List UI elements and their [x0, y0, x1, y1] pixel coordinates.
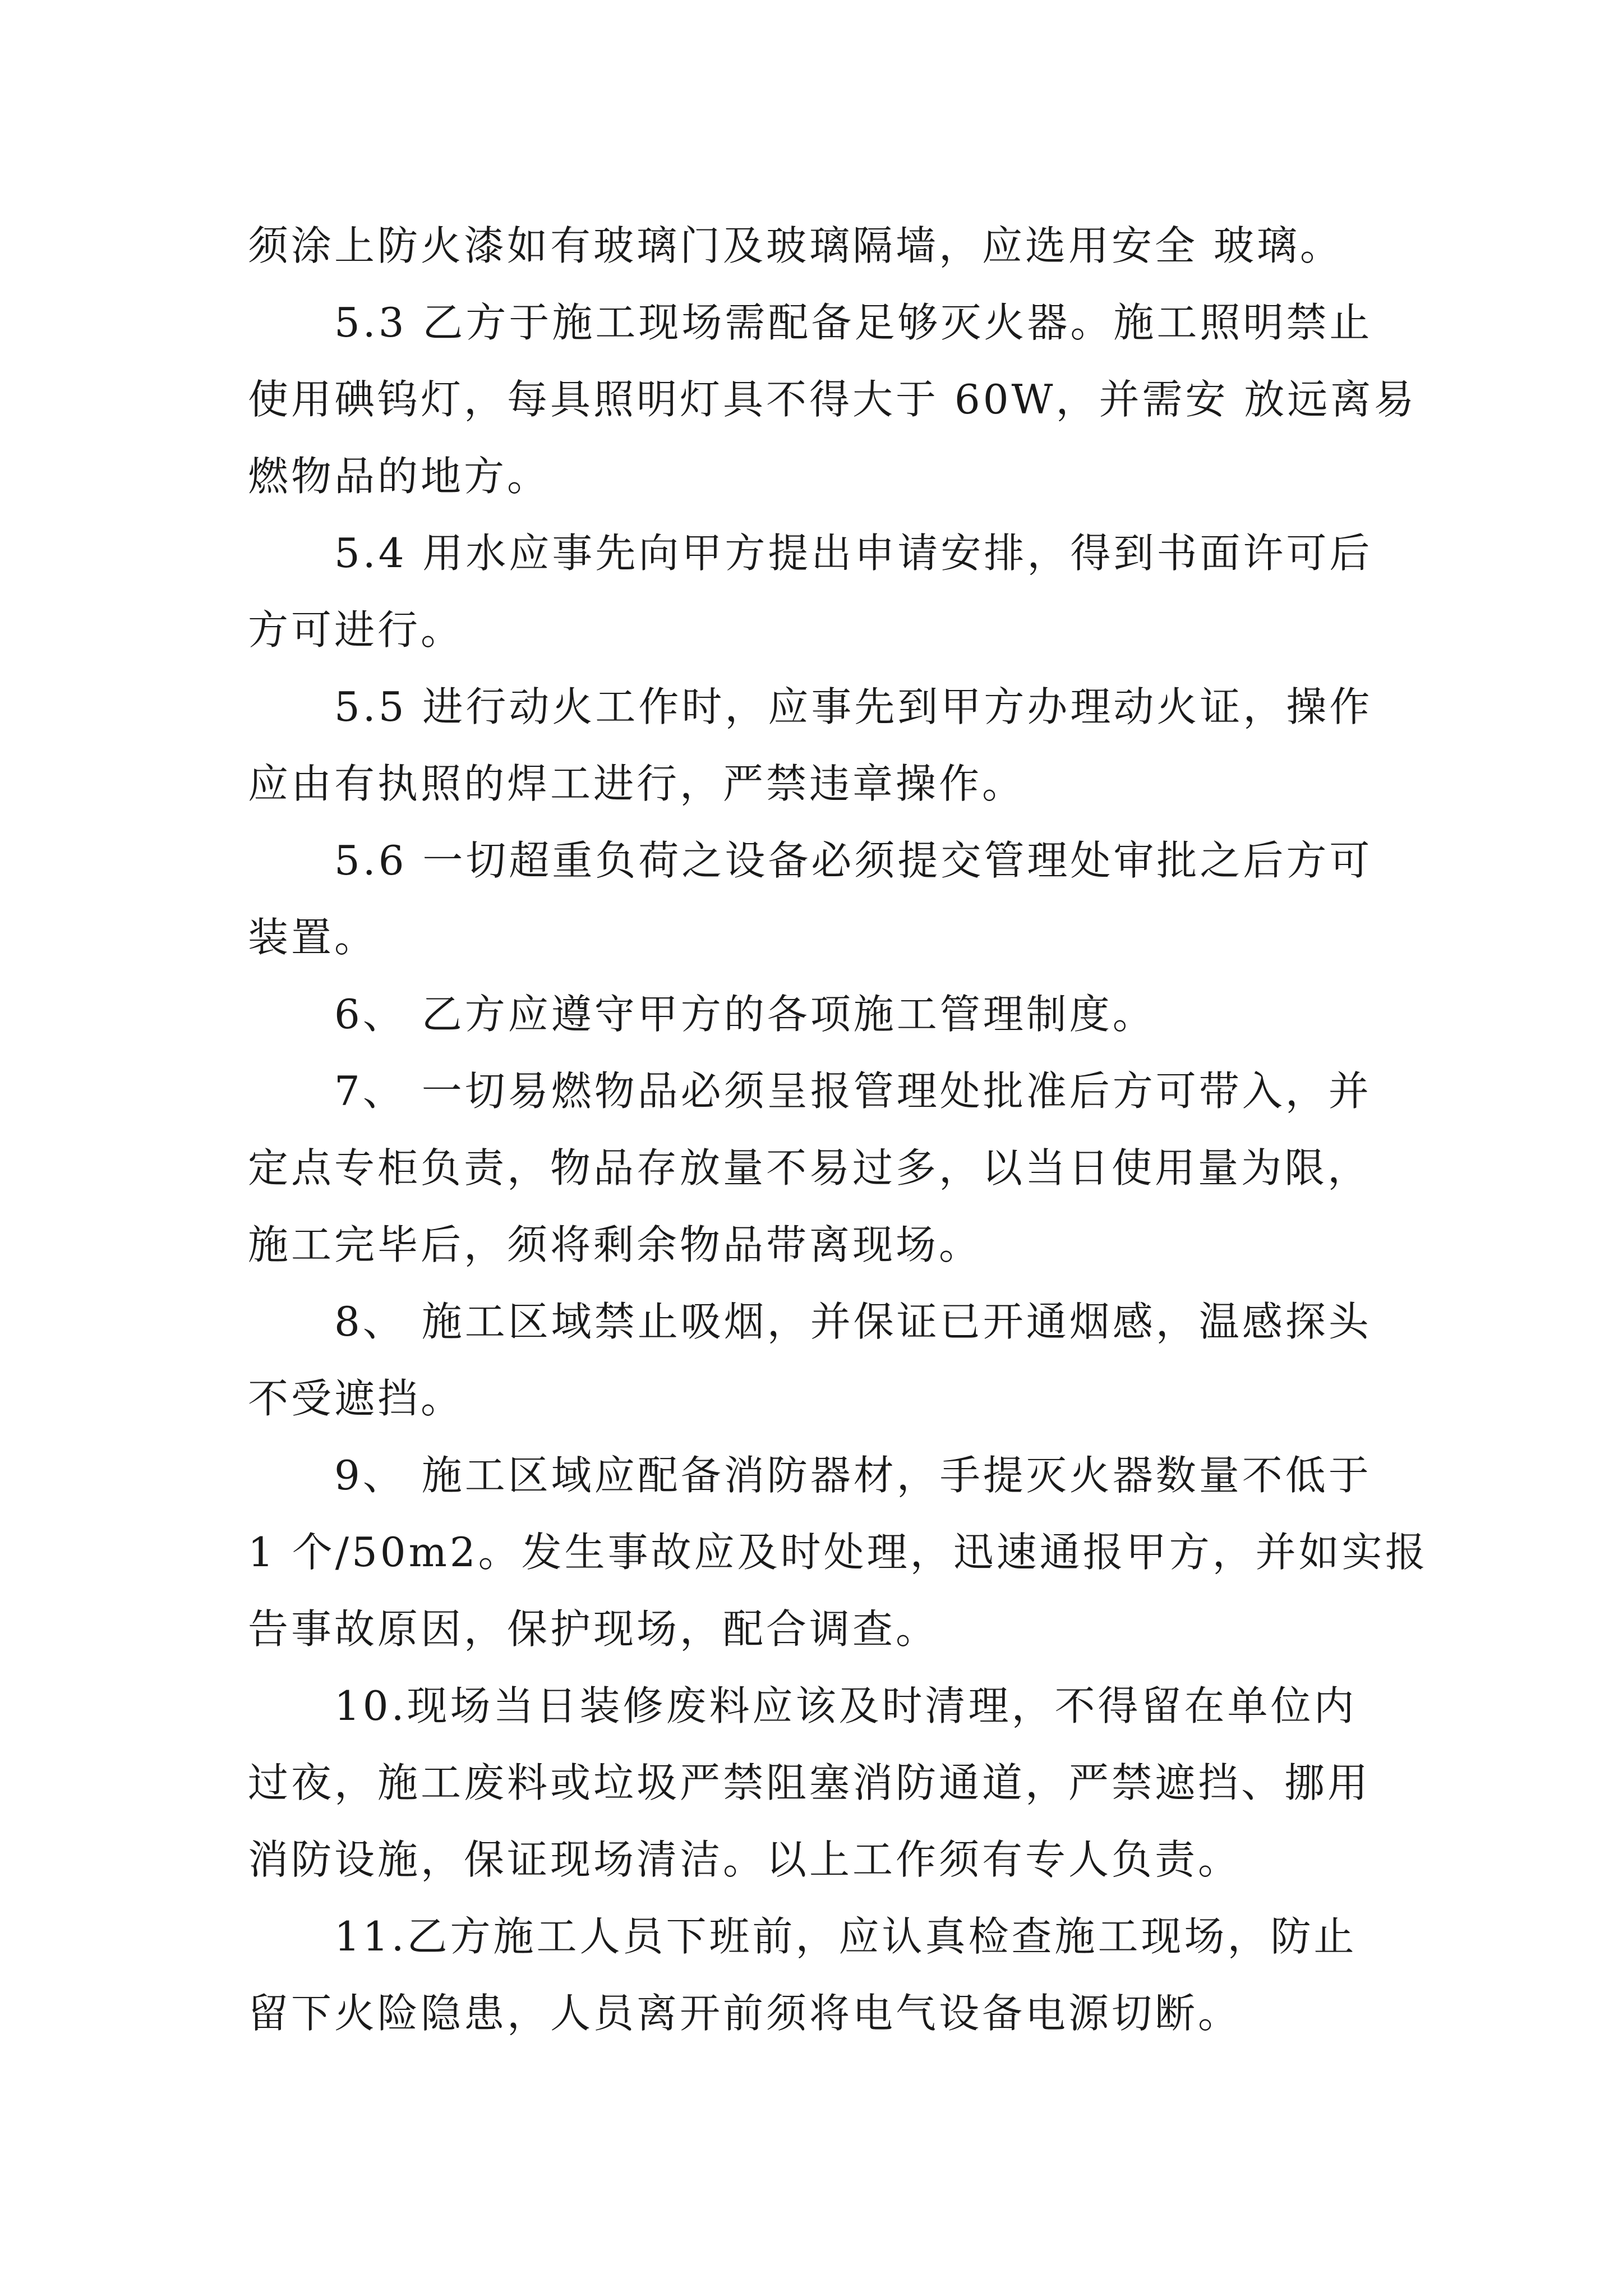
paragraph-5-5 [248, 669, 1386, 822]
paragraph-5-6 [248, 822, 1386, 976]
text-line: 燃物品的地方。 [248, 453, 551, 500]
paragraph-5-4 [248, 515, 1386, 669]
paragraph-7 [248, 1053, 1386, 1283]
text-line: 10.现场当日装修废料应该及时清理，不得留在单位内 [334, 1682, 1357, 1729]
text-line: 5.3 乙方于施工现场需配备足够灭火器。施工照明禁止 [334, 299, 1373, 346]
paragraph-10 [248, 1668, 1386, 1898]
paragraph-6 [248, 976, 1386, 1053]
paragraph-continuation [248, 208, 1386, 284]
text-line: 消防设施，保证现场清洁。以上工作须有专人负责。 [248, 1836, 1242, 1883]
text-line: 应由有执照的焊工进行，严禁违章操作。 [248, 760, 1026, 807]
text-line: 8、 施工区域禁止吸烟，并保证已开通烟感，温感探头 [334, 1298, 1372, 1345]
text-line: 不受遮挡。 [248, 1375, 464, 1422]
text-line: 定点专柜负责，物品存放量不易过多，以当日使用量为限， [248, 1144, 1371, 1191]
paragraph-8 [248, 1283, 1386, 1437]
text-line: 须涂上防火漆如有玻璃门及玻璃隔墙，应选用安全 玻璃。 [248, 222, 1343, 269]
text-line: 5.4 用水应事先向甲方提出申请安排，得到书面许可后 [334, 530, 1373, 577]
text-line: 1 个/50m2。发生事故应及时处理，迅速通报甲方，并如实报 [248, 1529, 1428, 1576]
text-line: 7、 一切易燃物品必须呈报管理处批准后方可带入，并 [334, 1068, 1372, 1115]
paragraph-11 [248, 1898, 1386, 2052]
text-line: 11.乙方施工人员下班前，应认真检查施工现场，防止 [334, 1913, 1357, 1960]
text-line: 留下火险隐患，人员离开前须将电气设备电源切断。 [248, 1990, 1242, 2037]
text-line: 施工完毕后，须将剩余物品带离现场。 [248, 1221, 983, 1268]
text-line: 过夜，施工废料或垃圾严禁阻塞消防通道，严禁遮挡、挪用 [248, 1759, 1371, 1806]
text-line: 9、 施工区域应配备消防器材，手提灭火器数量不低于 [334, 1452, 1372, 1499]
text-line: 6、 乙方应遵守甲方的各项施工管理制度。 [334, 991, 1156, 1038]
text-line: 装置。 [248, 914, 378, 961]
text-line: 使用碘钨灯，每具照明灯具不得大于 60W，并需安 放远离易 [248, 376, 1417, 423]
paragraph-5-3 [248, 284, 1417, 515]
text-line: 方可进行。 [248, 606, 464, 654]
text-line: 5.5 进行动火工作时，应事先到甲方办理动火证，操作 [334, 683, 1373, 730]
text-line: 5.6 一切超重负荷之设备必须提交管理处审批之后方可 [334, 837, 1373, 884]
document-body [248, 208, 1428, 2052]
paragraph-9 [248, 1437, 1428, 1668]
text-line: 告事故原因，保护现场，配合调查。 [248, 1605, 939, 1653]
